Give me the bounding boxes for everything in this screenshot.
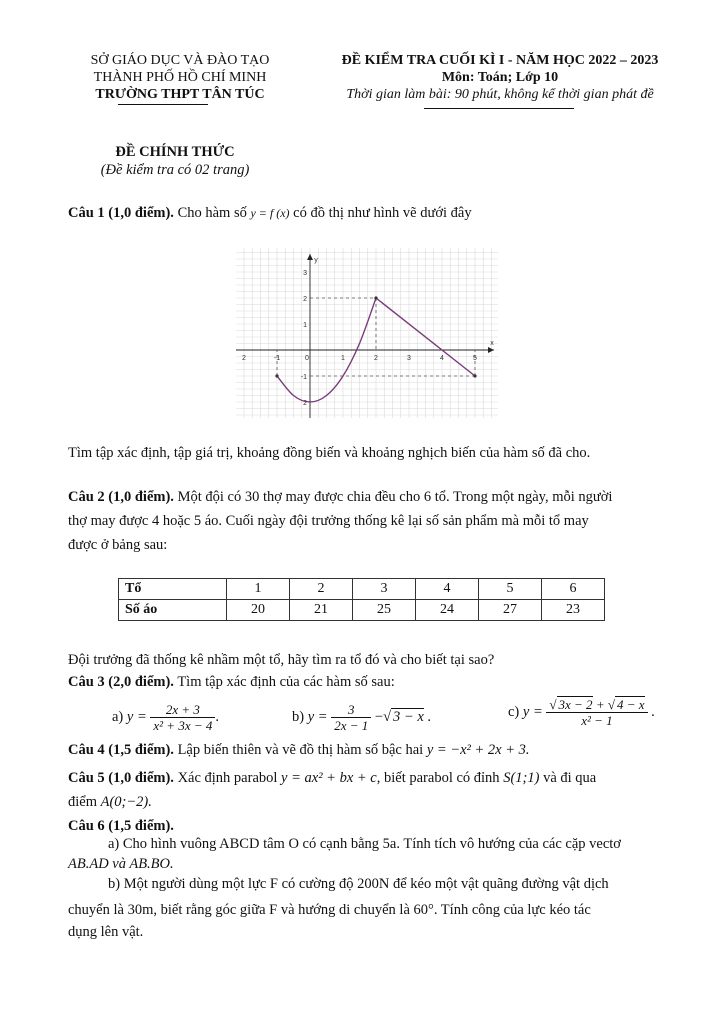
q5-formula: y = ax² + bx + c [281,770,377,786]
q5-vertex: S(1;1) [503,770,540,786]
question-4 [68,740,672,760]
department-name: SỞ GIÁO DỤC VÀ ĐÀO TẠO [90,53,270,68]
q3-a [112,702,219,733]
sqrt-icon: √ [549,697,557,712]
y-tick-label: 1 [303,322,307,329]
q3-c-radicand-1: 3x − 2 [558,697,593,712]
q3-a-period: . [215,708,219,725]
function-graph [236,248,498,418]
x-axis-arrow [488,347,494,353]
table-header-shirts: Số áo [119,600,227,621]
shirts-table [118,578,605,621]
header-underline-right [424,108,574,109]
sqrt-icon: √ [607,697,615,712]
q3-c-period: . [647,703,655,720]
q3-text: Tìm tập xác định của các hàm số sau: [177,674,395,690]
table-cell: 1 [227,579,290,600]
exam-time: Thời gian làm bài: 90 phút, không kể thời gian phát đề [346,87,654,102]
q3-a-denominator: x² + 3x − 4 [153,718,213,733]
header-left [60,52,300,103]
q2-label: Câu 2 (1,0 điểm). [68,489,174,505]
y-axis-label: y [314,257,318,264]
table-header-team: Tổ [119,579,227,600]
school-name: TRƯỜNG THPT TÂN TÚC [95,87,265,102]
table-row [119,600,605,621]
exam-subject: Môn: Toán; Lớp 10 [441,70,559,85]
q1-question: Tìm tập xác định, tập giá trị, khoảng đồng biến và khoảng nghịch biến của hàm số đã cho. [68,445,591,461]
q5-text-b: , biết parabol có đỉnh [376,770,500,786]
q2-question: Đội trưởng đã thống kê nhầm một tổ, hãy tìm ra tổ đó và cho biết tại sao? [68,652,495,668]
table-cell: 25 [353,600,416,621]
q2-text-1: Một đội có 30 thợ may được chia đều cho 6 tổ. Trong một ngày, mỗi người [177,489,613,505]
q6-a-vectors: AB.AD và AB.BO. [68,856,174,872]
data-point [275,374,278,377]
q1-label: Câu 1 (1,0 điểm). [68,205,174,221]
table-cell: 23 [542,600,605,621]
q2-line-1 [68,487,672,507]
x-tick-label: 3 [407,355,411,362]
graph-grid [236,248,498,418]
question-3 [68,672,672,692]
table-cell: 21 [290,600,353,621]
q5-text-c: và đi qua [543,770,597,786]
table-cell: 5 [479,579,542,600]
q6-label: Câu 6 (1,5 điểm). [68,818,174,834]
x-tick-label: 5 [473,355,477,362]
q3-a-y: y = [126,708,147,725]
x-tick-label: 2 [242,355,246,362]
q5-text-a: Xác định parabol [177,770,278,786]
graph-labels [242,257,494,407]
q3-b-fraction [331,702,371,733]
q3-c-numerator: √ 3x − 2 + √ 4 − x [546,697,647,713]
official-block [70,143,280,179]
table-cell: 4 [416,579,479,600]
y-tick-label: 2 [303,296,307,303]
y-tick-label: 2 [303,400,307,407]
q4-formula: y = −x² + 2x + 3. [426,742,530,758]
header-underline-left [118,104,208,105]
q3-c-fraction [546,697,647,728]
q3-c-label: c) [508,703,520,720]
q6-a-text: a) Cho hình vuông ABCD tâm O có cạnh bằng 5a. Tính tích vô hướng của các cặp vectơ [108,836,621,852]
q2-line-3: được ở bảng sau: [68,537,168,553]
q6-b-line-2: chuyển là 30m, biết rằng góc giữa F và hướng di chuyển là 60°. Tính công của lực kéo tác [68,902,591,918]
q2-line-2: thợ may được 4 hoặc 5 áo. Cuối ngày đội trưởng thống kê lại số sản phẩm mà mỗi tổ may [68,513,589,529]
city-name: THÀNH PHỐ HỒ CHÍ MINH [93,70,267,85]
q3-b-period: . [423,708,432,725]
sqrt-icon: √ [383,708,392,725]
q1-formula: y = f (x) [250,206,290,220]
q1-text-b: có đồ thị như hình vẽ dưới đây [293,205,472,221]
q3-b-label: b) [292,708,305,725]
q3-b-denominator: 2x − 1 [334,718,369,733]
y-tick-label: 3 [303,270,307,277]
q3-b [292,702,431,733]
x-tick-label: -1 [273,355,281,362]
q5-text-d: điểm [68,794,97,810]
q4-text: Lập biến thiên và vẽ đồ thị hàm số bậc hai [177,742,424,758]
header-right [300,52,700,103]
q5-point: A(0;−2). [100,794,152,810]
q3-functions [112,697,692,737]
q4-label: Câu 4 (1,5 điểm). [68,742,174,758]
table-cell: 3 [353,579,416,600]
q3-c-radicand-2: 4 − x [616,697,645,712]
q3-b-radicand: 3 − x [393,708,424,725]
x-tick-label: 4 [440,355,444,362]
data-point [473,374,476,377]
q1-text-a: Cho hàm số [177,205,247,221]
x-tick-label: 2 [374,355,378,362]
q5-line-2 [68,792,672,812]
q3-a-numerator: 2x + 3 [150,702,215,718]
table-cell: 24 [416,600,479,621]
question-5 [68,768,672,788]
table-row [119,579,605,600]
exam-title: ĐỀ KIỂM TRA CUỐI KÌ I - NĂM HỌC 2022 – 2023 [341,53,659,68]
q3-b-y: y = [307,708,328,725]
x-tick-label: 0 [305,355,309,362]
q5-label: Câu 5 (1,0 điểm). [68,770,174,786]
q3-c [508,697,655,728]
table-cell: 6 [542,579,605,600]
table-cell: 27 [479,600,542,621]
q3-b-numerator: 3 [331,702,371,718]
q6-b-line-1: b) Một người dùng một lực F có cường độ 200N để kéo một vật quãng đường vật dịch [108,876,609,892]
x-axis-label: x [490,340,494,347]
q3-a-label: a) [112,708,124,725]
q3-b-minus: − [374,708,384,725]
table-cell: 2 [290,579,353,600]
table-cell: 20 [227,600,290,621]
official-note: (Đề kiểm tra có 02 trang) [100,162,250,178]
x-tick-label: 1 [341,355,345,362]
q3-c-denominator: x² − 1 [581,713,613,728]
data-point [374,296,377,299]
y-axis-arrow [307,254,313,260]
y-tick-label: -1 [300,374,307,381]
q3-label: Câu 3 (2,0 điểm). [68,674,174,690]
q3-c-y: y = [522,703,543,720]
q6-b-line-3: dụng lên vật. [68,924,144,940]
q3-a-fraction [150,702,215,733]
question-1 [68,203,672,223]
official-title: ĐỀ CHÍNH THỨC [115,144,235,160]
